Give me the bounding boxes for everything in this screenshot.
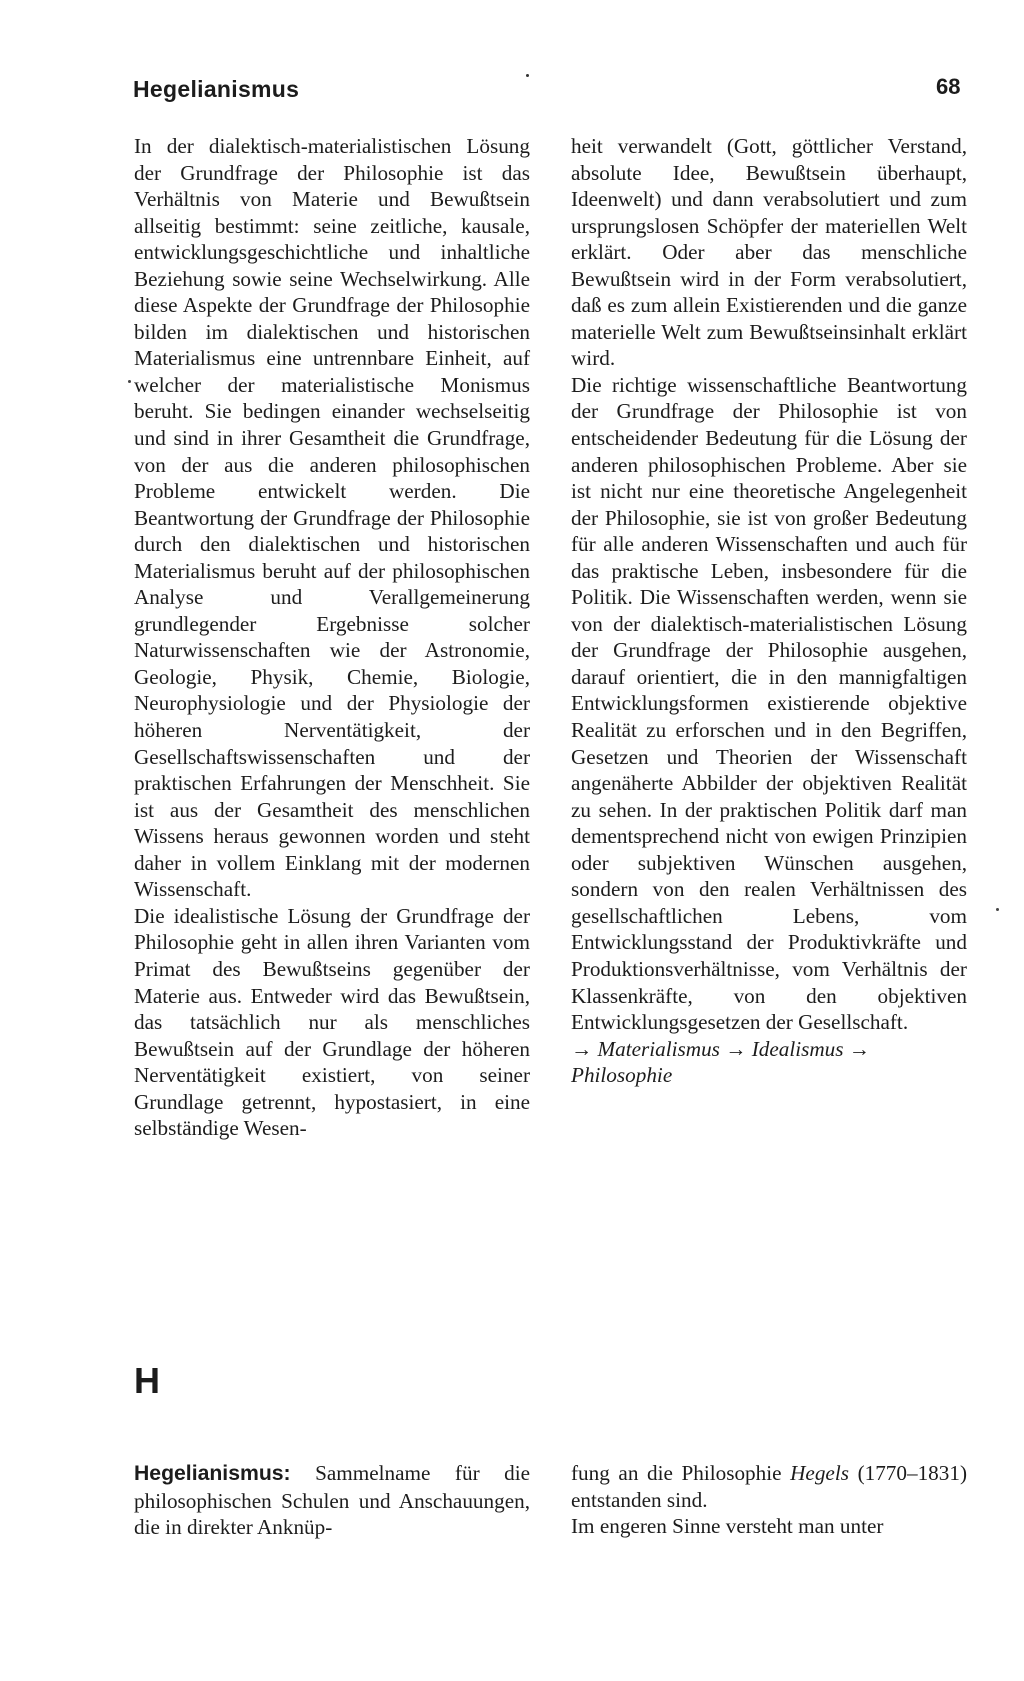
entry-left-column xyxy=(134,1460,530,1541)
cross-references xyxy=(571,1036,967,1089)
arrow-icon: → xyxy=(725,1036,747,1061)
section-letter: H xyxy=(134,1360,160,1401)
entry-paragraph xyxy=(571,1460,967,1513)
entry-paragraph xyxy=(134,1460,530,1541)
paragraph: Die richtige wissenschaftliche Beantwortung der Grundfrage der Philosophie ist von entscheidender Bedeutung für die Lösung der anderen philosophischen Probleme. Aber sie ist nicht nur eine theoretische Angelegenheit der Philosophie, sie ist von großer Bedeutung für alle anderen Wissenschaften und auch für das praktische Leben, insbesondere für die Politik. Die Wissenschaften werden, wenn sie von der dialektisch-materialistischen Lösung der Grundfrage der Philosophie ausgehen, darauf orientiert, die in den mannigfaltigen Entwicklungsformen existierende objektive Realität zu erforschen und in den Begriffen, Gesetzen und Theorien der Wissenschaft angenäherte Abbilder der objektiven Realität zu sehen. In der praktischen Politik darf man dementsprechend nicht von ewigen Prinzipien oder subjektiven Wünschen ausgehen, sondern von den realen Verhältnissen des gesellschaftlichen Lebens, vom Entwicklungsstand der Produktivkräfte und Produktionsverhältnisse, vom Verhältnis der Klassenkräfte, von den objektiven Entwicklungsgesetzen der Gesellschaft. xyxy=(571,372,967,1035)
arrow-icon: → xyxy=(571,1036,593,1061)
paragraph: In der dialektisch-materialistischen Lösung der Grundfrage der Philosophie ist das Verhältnis von Materie und Bewußtsein allseitig bestimmt: seine zeitliche, kausale, entwicklungsgeschichtliche und inhaltliche Beziehung sowie seine Wechselwirkung. Alle diese Aspekte der Grundfrage der Philosophie bilden im dialektischen und historischen Materialismus eine untrennbare Einheit, auf welcher der materialistische Monismus beruht. Sie bedingen einander wechselseitig und sind in ihrer Gesamtheit die Grundfrage, von der aus die anderen philosophischen Probleme entwickelt werden. Die Beantwortung der Grundfrage der Philosophie durch den dialektischen und historischen Materialismus beruht auf der philosophischen Analyse und Verallgemeinerung grundlegender Ergebnisse solcher Naturwissenschaften wie der Astronomie, Geologie, Physik, Chemie, Biologie, Neurophysiologie und der Physiologie der höheren Nerventätigkeit, der Gesellschaftswissenschaften und der praktischen Erfahrungen der Menschheit. Sie ist aus der Gesamtheit des menschlichen Wissens heraus gewonnen worden und steht daher in vollem Einklang mit der modernen Wissenschaft. xyxy=(134,134,530,902)
entry-right-column xyxy=(571,1460,967,1540)
left-column xyxy=(134,133,530,1142)
entry-name: Hegels xyxy=(790,1461,849,1485)
print-speck xyxy=(526,74,529,77)
cross-reference-link[interactable]: Materialismus xyxy=(597,1036,720,1061)
entry-headword: Hegelianismus: xyxy=(134,1462,291,1485)
margin-mark xyxy=(996,908,999,911)
entry-text: fung an die Philosophie xyxy=(571,1461,782,1485)
cross-reference-link[interactable]: Idealismus xyxy=(751,1036,844,1061)
paragraph: heit verwandelt (Gott, göttlicher Verstand, absolute Idee, Bewußtsein überhaupt, Ideenwelt) und dann verabsolutiert und zum ursprungslosen Schöpfer der materiellen Welt erklärt. Oder aber das menschliche Bewußtsein wird in der Form verabsolutiert, daß es zum allein Existierenden und die ganze materielle Welt zum Bewußtseinsinhalt erklärt wird. xyxy=(571,134,967,371)
entry-text: Sammelname für die philosophischen Schulen und Anschauungen, die in direkter Anknüp- xyxy=(134,1461,530,1540)
page-number: 68 xyxy=(936,74,961,99)
paragraph: Die idealistische Lösung der Grundfrage der Philosophie geht in allen ihren Varianten vom Primat des Bewußtseins gegenüber der Materie aus. Entweder wird das Bewußtsein, das tatsächlich nur als menschliches Bewußtsein auf der Grundlage der höheren Nerventätigkeit existiert, von seiner Grundlage getrennt, hypostasiert, in eine selbständige Wesen- xyxy=(134,903,530,1141)
margin-mark xyxy=(128,380,131,383)
running-head: Hegelianismus xyxy=(133,76,300,102)
cross-reference-link[interactable]: Philosophie xyxy=(571,1063,673,1088)
entry-paragraph: Im engeren Sinne versteht man unter xyxy=(571,1514,884,1539)
arrow-icon: → xyxy=(848,1036,870,1061)
entry-text: (1770–1831) entstanden sind. xyxy=(571,1461,968,1512)
right-column xyxy=(571,133,967,1089)
